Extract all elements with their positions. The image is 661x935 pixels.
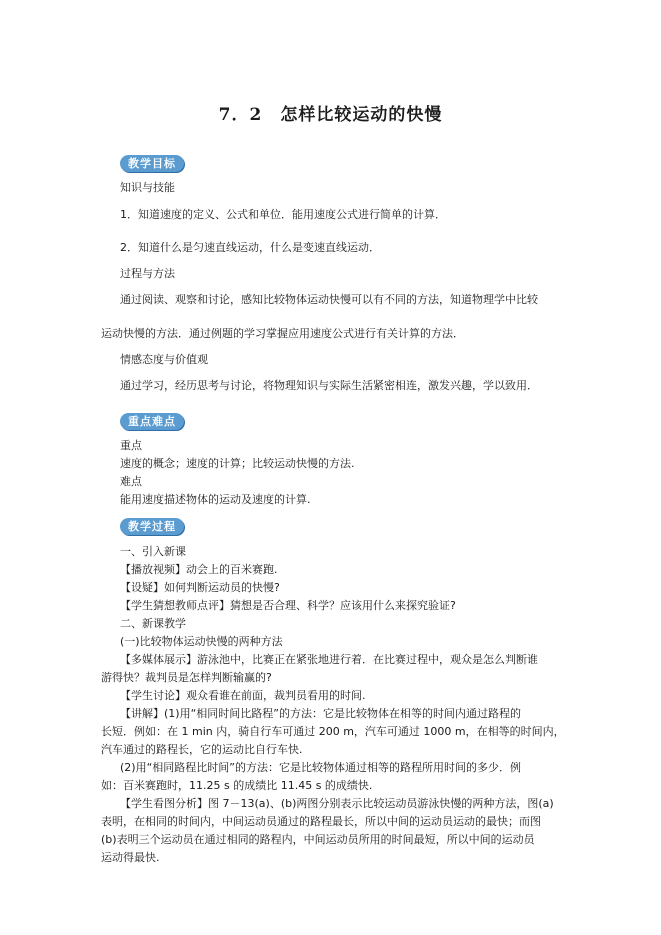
page-title: 7．2 怎样比较运动的快慢 — [218, 105, 443, 125]
section-badge-teaching-goals: 教学目标 — [120, 155, 184, 172]
process-line: 【讲解】(1)用“相同时间比路程”的方法：它是比较物体在相等的时间内通过路程的 — [120, 707, 521, 720]
process-line: 表明，在相同的时间内，中间运动员通过的路程最长，所以中间的运动员运动的最快；而图 — [101, 815, 541, 828]
attitude-paragraph: 通过学习，经历思考与讨论，将物理知识与实际生活紧密相连，激发兴趣，学以致用． — [120, 379, 538, 392]
process-line: 【学生猜想教师点评】猜想是否合理、科学？应该用什么来探究验证? — [120, 599, 456, 612]
subheading-process-methods: 过程与方法 — [120, 267, 175, 280]
process-line: 游得快？裁判员是怎样判断输赢的? — [101, 671, 272, 684]
subheading-knowledge-skills: 知识与技能 — [120, 181, 175, 194]
process-line: 如：百米赛跑时，11.25 s 的成绩比 11.45 s 的成绩快. — [101, 779, 373, 792]
process-line: 【播放视频】动会上的百米赛跑. — [120, 563, 278, 576]
process-line: 【多媒体展示】游泳池中，比赛正在紧张地进行着．在比赛过程中，观众是怎么判断谁 — [120, 653, 538, 666]
process-line: 汽车通过的路程长，它的运动比自行车快. — [101, 743, 303, 756]
process-line: (b)表明三个运动员在通过相同的路程内，中间运动员所用的时间最短，所以中间的运动员 — [101, 833, 535, 846]
process-line: (一)比较物体运动快慢的两种方法 — [120, 635, 283, 648]
process-line: 一、引入新课 — [120, 545, 186, 558]
section-badge-key-points: 重点难点 — [120, 413, 184, 430]
process-line: 长短．例如：在 1 min 内，骑自行车可通过 200 m，汽车可通过 1000 m，在相等的时间内， — [101, 725, 565, 738]
process-paragraph-line-1: 通过阅读、观察和讨论，感知比较物体运动快慢可以有不同的方法，知道物理学中比较 — [120, 293, 538, 306]
section-badge-teaching-process: 教学过程 — [120, 518, 184, 535]
process-line: 【设疑】如何判断运动员的快慢? — [120, 581, 280, 594]
process-paragraph-line-2: 运动快慢的方法．通过例题的学习掌握应用速度公式进行有关计算的方法． — [101, 327, 464, 340]
difficulty-label: 难点 — [120, 475, 142, 488]
difficulty-text: 能用速度描述物体的运动及速度的计算. — [120, 493, 311, 506]
process-line: 运动得最快. — [101, 851, 160, 864]
process-line: 二、新课教学 — [120, 617, 186, 630]
goal-item-2: 2．知道什么是匀速直线运动，什么是变速直线运动． — [120, 241, 380, 254]
goal-item-1: 1．知道速度的定义、公式和单位．能用速度公式进行简单的计算． — [120, 208, 446, 221]
process-line: 【学生看图分析】图 7－13(a)、(b)两图分别表示比较运动员游泳快慢的两种方法，图(a) — [120, 797, 554, 810]
subheading-attitude-values: 情感态度与价值观 — [120, 353, 208, 366]
process-line: 【学生讨论】观众看谁在前面，裁判员看用的时间. — [120, 689, 366, 702]
key-points-text: 速度的概念；速度的计算；比较运动快慢的方法. — [120, 457, 355, 470]
process-line: (2)用“相同路程比时间”的方法：它是比较物体通过相等的路程所用时间的多少．例 — [120, 761, 521, 774]
key-points-label: 重点 — [120, 439, 142, 452]
